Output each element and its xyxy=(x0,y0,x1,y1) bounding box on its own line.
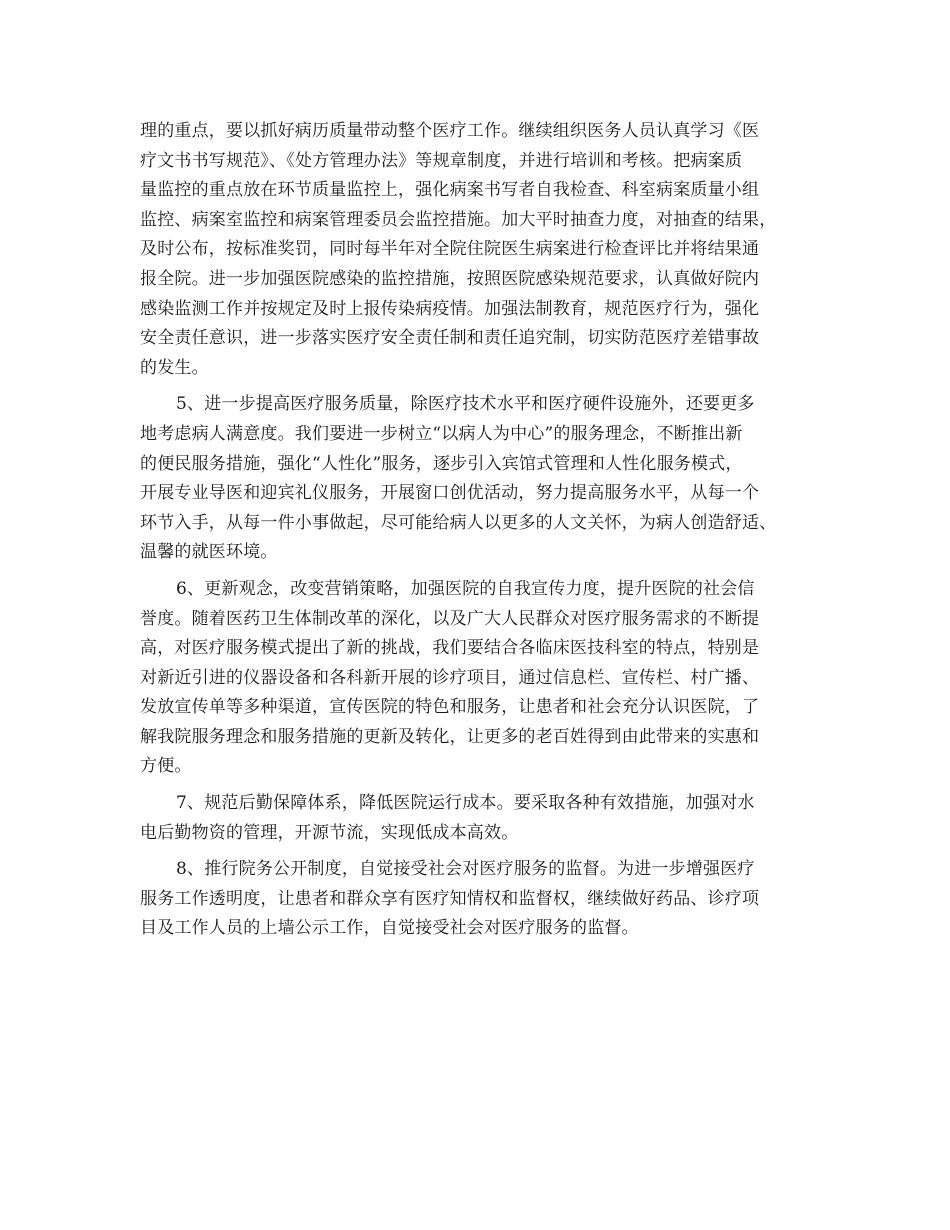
paragraph-item-8 xyxy=(140,855,830,944)
paragraph-item-7 xyxy=(140,789,830,848)
text-line: 理的重点，要以抓好病历质量带动整个医疗工作。继续组织医务人员认真学习《医 xyxy=(140,121,760,141)
text-line: 量监控的重点放在环节质量监控上，强化病案书写者自我检查、科室病案质量小组 xyxy=(140,180,760,201)
text-line: 监控、病案室监控和病案管理委员会监控措施。加大平时抽查力度，对抽查的结果， xyxy=(140,209,777,230)
paragraph-item-5 xyxy=(140,390,830,568)
text-line: 对新近引进的仪器设备和各科新开展的诊疗项目，通过信息栏、宣传栏、村广播、 xyxy=(140,667,760,688)
text-line: 电后勤物资的管理，开源节流，实现低成本高效。 xyxy=(140,822,519,843)
text-line: 感染监测工作并按规定及时上报传染病疫情。加强法制教育，规范医疗行为，强化 xyxy=(140,298,760,319)
paragraph-record-quality xyxy=(140,117,830,383)
text-line: 服务工作透明度，让患者和群众享有医疗知情权和监督权，继续做好药品、诊疗项 xyxy=(140,888,760,909)
text-line: 8、推行院务公开制度，自觉接受社会对医疗服务的监督。为进一步增强医疗 xyxy=(176,859,755,880)
paragraph-item-6 xyxy=(140,575,830,782)
text-line: 5、进一步提高医疗服务质量，除医疗技术水平和医疗硬件设施外，还要更多 xyxy=(176,394,755,415)
text-line: 的发生。 xyxy=(140,357,209,378)
text-line: 目及工作人员的上墙公示工作，自觉接受社会对医疗服务的监督。 xyxy=(140,918,639,939)
text-line: 发放宣传单等多种渠道，宣传医院的特色和服务，让患者和社会充分认识医院，了 xyxy=(140,697,760,718)
text-line: 温馨的就医环境。 xyxy=(140,542,278,563)
text-line: 开展专业导医和迎宾礼仪服务，开展窗口创优活动，努力提高服务水平，从每一个 xyxy=(140,483,760,504)
text-line: 及时公布，按标准奖罚，同时每半年对全院住院医生病案进行检查评比并将结果通 xyxy=(140,239,760,260)
text-line: 7、规范后勤保障体系，降低医院运行成本。要采取各种有效措施，加强对水 xyxy=(176,793,755,814)
text-line: 地考虑病人满意度。我们要进一步树立“以病人为中心”的服务理念，不断推出新 xyxy=(140,423,743,444)
document-body xyxy=(140,117,830,951)
text-line: 安全责任意识，进一步落实医疗安全责任制和责任追究制，切实防范医疗差错事故 xyxy=(140,328,760,349)
text-line: 6、更新观念，改变营销策略，加强医院的自我宣传力度，提升医院的社会信 xyxy=(176,578,755,599)
text-line: 的便民服务措施，强化“人性化”服务，逐步引入宾馆式管理和人性化服务模式， xyxy=(140,453,743,474)
text-line: 方便。 xyxy=(140,756,192,777)
text-line: 誉度。随着医药卫生体制改革的深化，以及广大人民群众对医疗服务需求的不断提 xyxy=(140,608,760,629)
text-line: 高，对医疗服务模式提出了新的挑战，我们要结合各临床医技科室的特点，特别是 xyxy=(140,638,760,659)
text-line: 环节入手，从每一件小事做起，尽可能给病人以更多的人文关怀，为病人创造舒适、 xyxy=(140,512,777,533)
text-line: 疗文书书写规范》、《处方管理办法》等规章制度，并进行培训和考核。把病案质 xyxy=(140,150,743,171)
text-line: 解我院服务理念和服务措施的更新及转化，让更多的老百姓得到由此带来的实惠和 xyxy=(140,726,760,747)
text-line: 报全院。进一步加强医院感染的监控措施，按照医院感染规范要求，认真做好院内 xyxy=(140,268,760,289)
